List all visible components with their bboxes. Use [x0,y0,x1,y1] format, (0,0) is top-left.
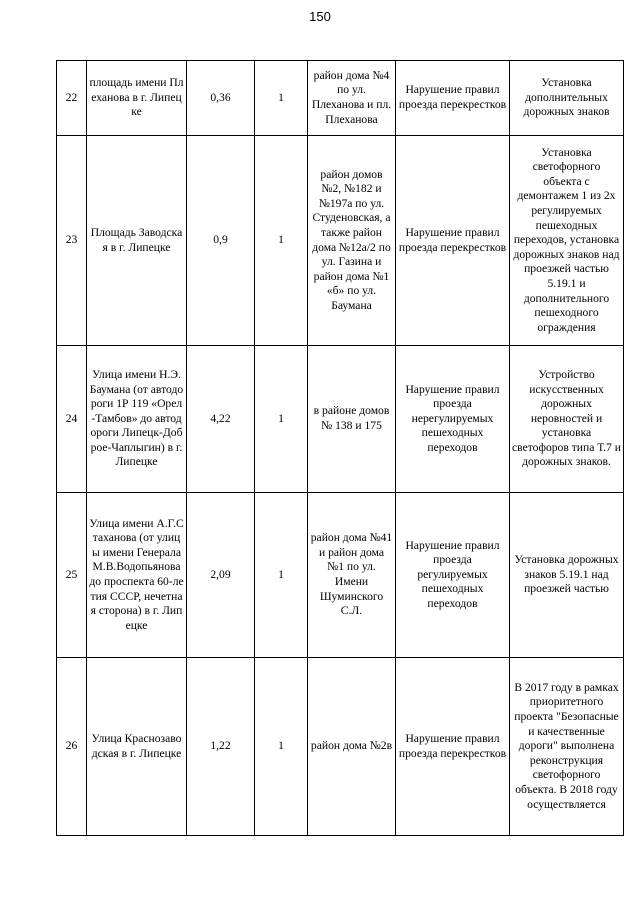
road-name: Площадь Заводская в г. Липецке [87,136,187,346]
measures: Установка дополнительных дорожных знаков [510,61,624,136]
count: 1 [255,61,308,136]
table-row [57,346,624,493]
measures: Установка светофорного объекта с демонтажем 1 из 2х регулируемых пешеходных переходов, установка дорожных знаков над проезжей частью 5.19.1 и дополнительного пешеходного ограждения [510,136,624,346]
table-row [57,61,624,136]
measures: Устройство искусственных дорожных неровностей и установка светофоров типа Т.7 и дорожных знаков. [510,346,624,493]
row-number: 25 [57,493,87,658]
road-sections-table [56,60,624,836]
road-length: 2,09 [187,493,255,658]
row-number: 23 [57,136,87,346]
violation: Нарушение правил проезда перекрестков [396,61,510,136]
road-length: 4,22 [187,346,255,493]
location: район дома №4 по ул. Плеханова и пл. Плеханова [308,61,396,136]
measures: В 2017 году в рамках приоритетного проекта "Безопасные и качественные дороги" выполнена реконструкция светофорного объекта. В 2018 году осуществляется [510,658,624,836]
road-name: Улица имени Н.Э.Баумана (от автодороги 1Р 119 «Орел-Тамбов» до автодороги Липецк-Доброе-Чаплыгин) в г. Липецке [87,346,187,493]
violation: Нарушение правил проезда регулируемых пешеходных переходов [396,493,510,658]
table-row [57,658,624,836]
violation: Нарушение правил проезда перекрестков [396,658,510,836]
violation: Нарушение правил проезда нерегулируемых пешеходных переходов [396,346,510,493]
road-length: 1,22 [187,658,255,836]
measures: Установка дорожных знаков 5.19.1 над проезжей частью [510,493,624,658]
count: 1 [255,658,308,836]
table-row [57,136,624,346]
road-name: Улица имени А.Г.Стаханова (от улицы имени Генерала М.В.Водопьянова до проспекта 60-летия СССР, нечетная сторона) в г. Липецке [87,493,187,658]
violation: Нарушение правил проезда перекрестков [396,136,510,346]
count: 1 [255,493,308,658]
location: район дома №41 и район дома №1 по ул. Имени Шуминского С.Л. [308,493,396,658]
count: 1 [255,136,308,346]
row-number: 24 [57,346,87,493]
road-name: Улица Краснозаводская в г. Липецке [87,658,187,836]
road-length: 0,9 [187,136,255,346]
page-number: 150 [309,9,331,24]
road-length: 0,36 [187,61,255,136]
location: район дома №2в [308,658,396,836]
count: 1 [255,346,308,493]
location: район домов №2, №182 и №197а по ул. Студеновская, а также район дома №12а/2 по ул. Газина и район дома №1 «б» по ул. Баумана [308,136,396,346]
road-name: площадь имени Плеханова в г. Липецке [87,61,187,136]
row-number: 22 [57,61,87,136]
table-row [57,493,624,658]
location: в районе домов № 138 и 175 [308,346,396,493]
row-number: 26 [57,658,87,836]
